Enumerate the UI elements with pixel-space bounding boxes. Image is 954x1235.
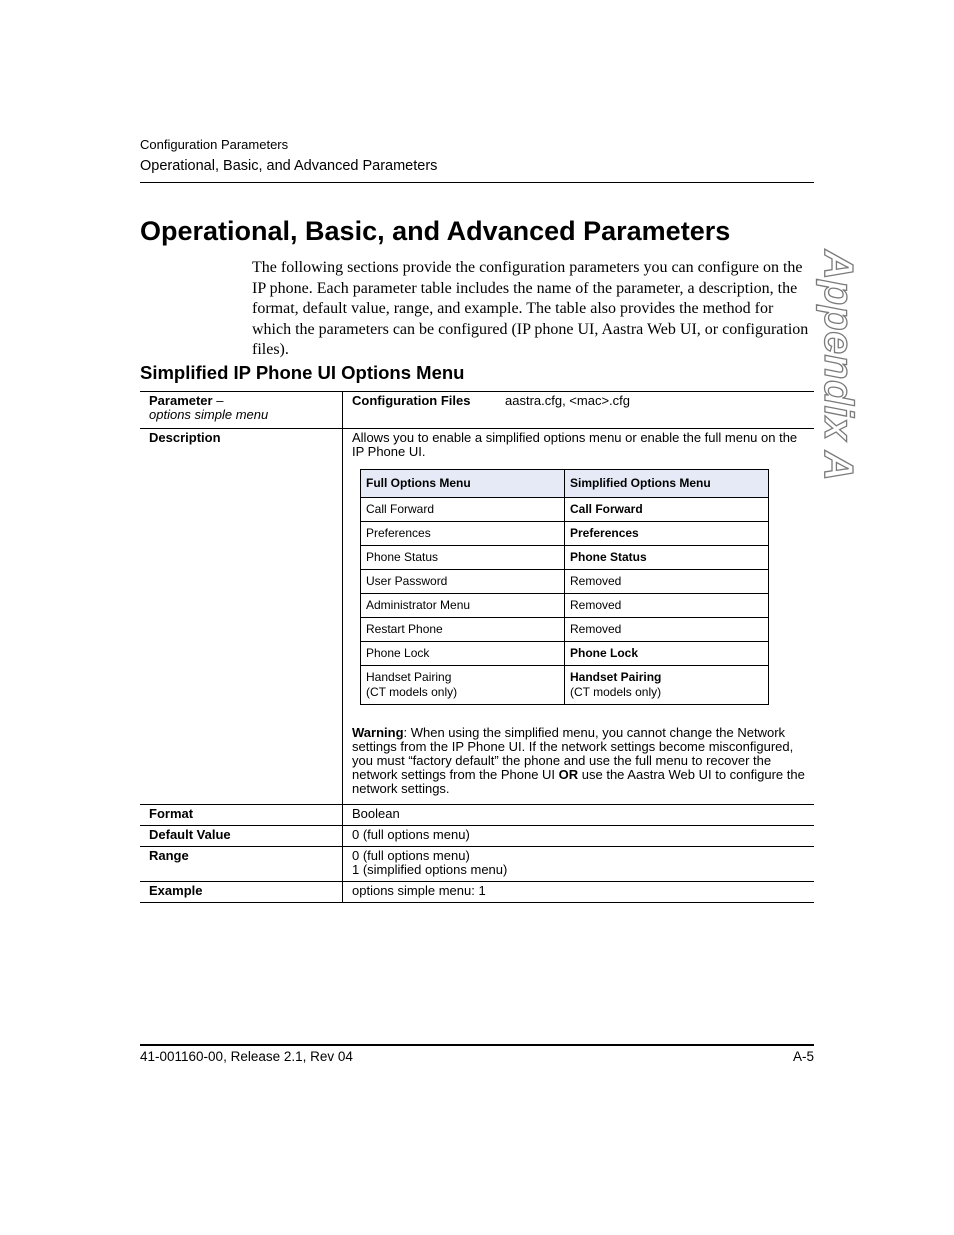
full-option-note: (CT models only) — [366, 685, 458, 699]
simplified-option-note: (CT models only) — [570, 685, 662, 699]
example-value: options simple menu: 1 — [352, 883, 486, 898]
warning-text-2: use the Aastra Web UI to configure the network settings. — [352, 767, 805, 796]
table-row-range — [140, 847, 814, 882]
parameter-name: options simple menu — [149, 407, 269, 422]
parameter-label-cell — [140, 392, 343, 429]
table-row — [361, 546, 769, 570]
table-row-parameter — [140, 392, 814, 429]
parameter-table — [140, 391, 814, 903]
running-head — [140, 137, 814, 175]
simplified-option: Removed — [565, 618, 769, 642]
table-row — [361, 594, 769, 618]
options-menu-table — [360, 469, 769, 705]
parameter-label: Parameter — [149, 393, 213, 408]
table-row — [361, 498, 769, 522]
footer-doc-id: 41-001160-00, Release 2.1, Rev 04 — [140, 1049, 353, 1064]
parameter-dash: – — [212, 393, 224, 408]
full-option: Administrator Menu — [361, 594, 565, 618]
header-divider — [140, 182, 814, 183]
config-files-cell — [343, 392, 815, 429]
warning-label: Warning — [352, 725, 404, 740]
simplified-option-cell — [565, 666, 769, 705]
default-value: 0 (full options menu) — [352, 827, 470, 842]
description-text: Allows you to enable a simplified options menu or enable the full menu on the IP Phone UI. — [352, 430, 798, 459]
header-simplified-options: Simplified Options Menu — [565, 470, 769, 498]
default-value-label: Default Value — [140, 826, 343, 847]
description-label: Description — [140, 429, 343, 805]
full-option: Phone Status — [361, 546, 565, 570]
full-option: Phone Lock — [361, 642, 565, 666]
simplified-option: Phone Status — [565, 546, 769, 570]
full-option: Handset Pairing — [366, 670, 452, 684]
range-label: Range — [140, 847, 343, 882]
intro-paragraph: The following sections provide the configuration parameters you can configure on the IP phone. Each parameter table includes the name of the parameter, a description, the format, default value, range, and example. The table also provides the method for which the parameters can be configured (IP phone UI, Aastra Web UI, or configuration files). — [252, 259, 809, 358]
table-row-format — [140, 805, 814, 826]
simplified-option: Phone Lock — [565, 642, 769, 666]
appendix-side-tab: Appendix A — [816, 250, 862, 482]
range-value-0: 0 (full options menu) — [352, 848, 470, 863]
warning-or: OR — [558, 767, 579, 782]
table-row-default — [140, 826, 814, 847]
config-files-label: Configuration Files — [352, 393, 471, 408]
running-head-chapter: Configuration Parameters — [140, 137, 289, 152]
full-option: Preferences — [361, 522, 565, 546]
config-files-value: aastra.cfg, <mac>.cfg — [505, 393, 631, 408]
table-row — [361, 570, 769, 594]
full-option: User Password — [361, 570, 565, 594]
options-table-header — [361, 470, 769, 498]
section-title: Simplified IP Phone UI Options Menu — [140, 362, 465, 383]
running-head-section: Operational, Basic, and Advanced Parameters — [140, 158, 438, 174]
warning-note — [352, 726, 805, 796]
simplified-option: Removed — [565, 594, 769, 618]
table-row — [361, 522, 769, 546]
range-cell — [343, 847, 815, 882]
table-row-example — [140, 882, 814, 903]
header-full-options: Full Options Menu — [361, 470, 565, 498]
simplified-option: Call Forward — [565, 498, 769, 522]
footer-divider — [140, 1044, 814, 1046]
table-row — [361, 666, 769, 705]
simplified-option: Preferences — [565, 522, 769, 546]
page-title: Operational, Basic, and Advanced Parameters — [140, 216, 731, 246]
range-value-1: 1 (simplified options menu) — [352, 862, 508, 877]
full-option: Restart Phone — [361, 618, 565, 642]
full-option: Call Forward — [361, 498, 565, 522]
table-row-description — [140, 429, 814, 805]
format-value: Boolean — [352, 806, 400, 821]
format-label: Format — [140, 805, 343, 826]
warning-text-1: : When using the simplified menu, you cannot change the Network settings from the IP Phone UI. If the network settings become misconfigured, you must “factory default” the phone and use the full menu to recover the network settings from the Phone UI — [352, 725, 794, 782]
simplified-option: Handset Pairing — [570, 670, 662, 684]
footer-page-number: A-5 — [792, 1049, 814, 1064]
description-cell — [343, 429, 815, 805]
table-row — [361, 642, 769, 666]
table-row — [361, 618, 769, 642]
full-option-cell — [361, 666, 565, 705]
simplified-option: Removed — [565, 570, 769, 594]
example-label: Example — [140, 882, 343, 903]
